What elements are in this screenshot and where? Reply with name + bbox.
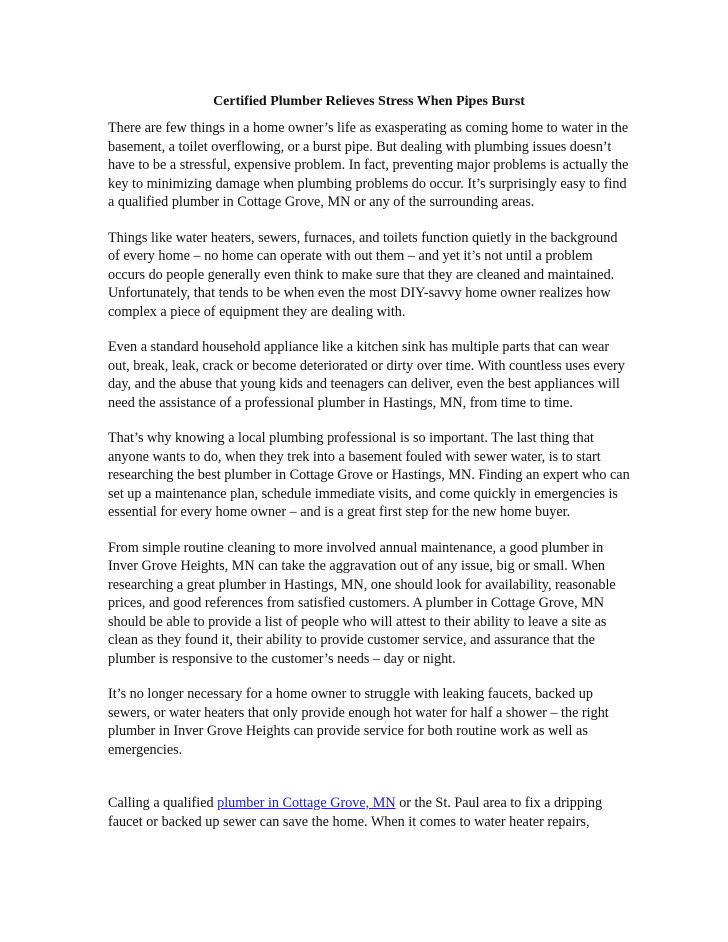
document-title: Certified Plumber Relieves Stress When Pipes Burst: [213, 94, 525, 109]
paragraph-intro: There are few things in a home owner’s life as exasperating as coming home to water in the basement, a toilet overflowing, or a burst pipe. But dealing with plumbing issues doesn’t have to be a stressful, expensive problem. In fact, preventing major problems is actually the key to minimizing damage when plumbing problems do occur. It’s surprisingly easy to find a qualified plumber in Cottage Grove, MN or any of the surrounding areas.: [108, 120, 629, 210]
document-page: [108, 92, 630, 848]
paragraph-routine-maintenance: From simple routine cleaning to more involved annual maintenance, a good plumber in Inver Grove Heights, MN can take the aggravation out of any issue, big or small. When researching a great plumber in Hastings, MN, one should look for availability, reasonable prices, and good references from satisfied customers. A plumber in Cottage Grove, MN should be able to provide a list of people who will attest to their ability to leave a site as clean as they found it, their ability to provide customer service, and assurance that the plumber is responsive to the customer’s needs – day or night.: [108, 539, 616, 667]
paragraph-no-longer-necessary: It’s no longer necessary for a home owner to struggle with leaking faucets, backed up sewers, or water heaters that only provide enough hot water for half a shower – the right plumber in Inver Grove Heights can provide service for both routine work as well as emergencies.: [108, 686, 609, 758]
paragraph-calling-plumber: [108, 794, 630, 831]
paragraph-text-after-link: or the St. Paul area to fix a dripping faucet or backed up sewer can save the home. When it comes to water heater repairs,: [108, 795, 603, 830]
paragraph-appliances-background: Things like water heaters, sewers, furnaces, and toilets function quietly in the background of every home – no home can operate with out them – and yet it’s not until a problem occurs do people generally even think to make sure that they are cleaned and maintained. Unfortunately, that tends to be when even the most DIY-savvy home owner realizes how complex a piece of equipment they are dealing with.: [108, 229, 618, 320]
paragraph-local-professional: That’s why knowing a local plumbing professional is so important. The last thing that anyone wants to do, when they trek into a basement fouled with sewer water, is to start researching the best plumber in Cottage Grove or Hastings, MN. Finding an expert who can set up a maintenance plan, schedule immediate visits, and come quickly in emergencies is essential for every home owner – and is a great first step for the new home buyer.: [108, 430, 630, 520]
paragraph-text-before-link: Calling a qualified: [108, 795, 218, 811]
paragraph-kitchen-sink: Even a standard household appliance like a kitchen sink has multiple parts that can wear out, break, leak, crack or become deteriorated or dirty over time. With countless uses every day, and the abuse that young kids and teenagers can deliver, even the best appliances will need the assistance of a professional plumber in Hastings, MN, from time to time.: [108, 339, 625, 411]
plumber-cottage-grove-link[interactable]: plumber in Cottage Grove, MN: [217, 795, 396, 811]
